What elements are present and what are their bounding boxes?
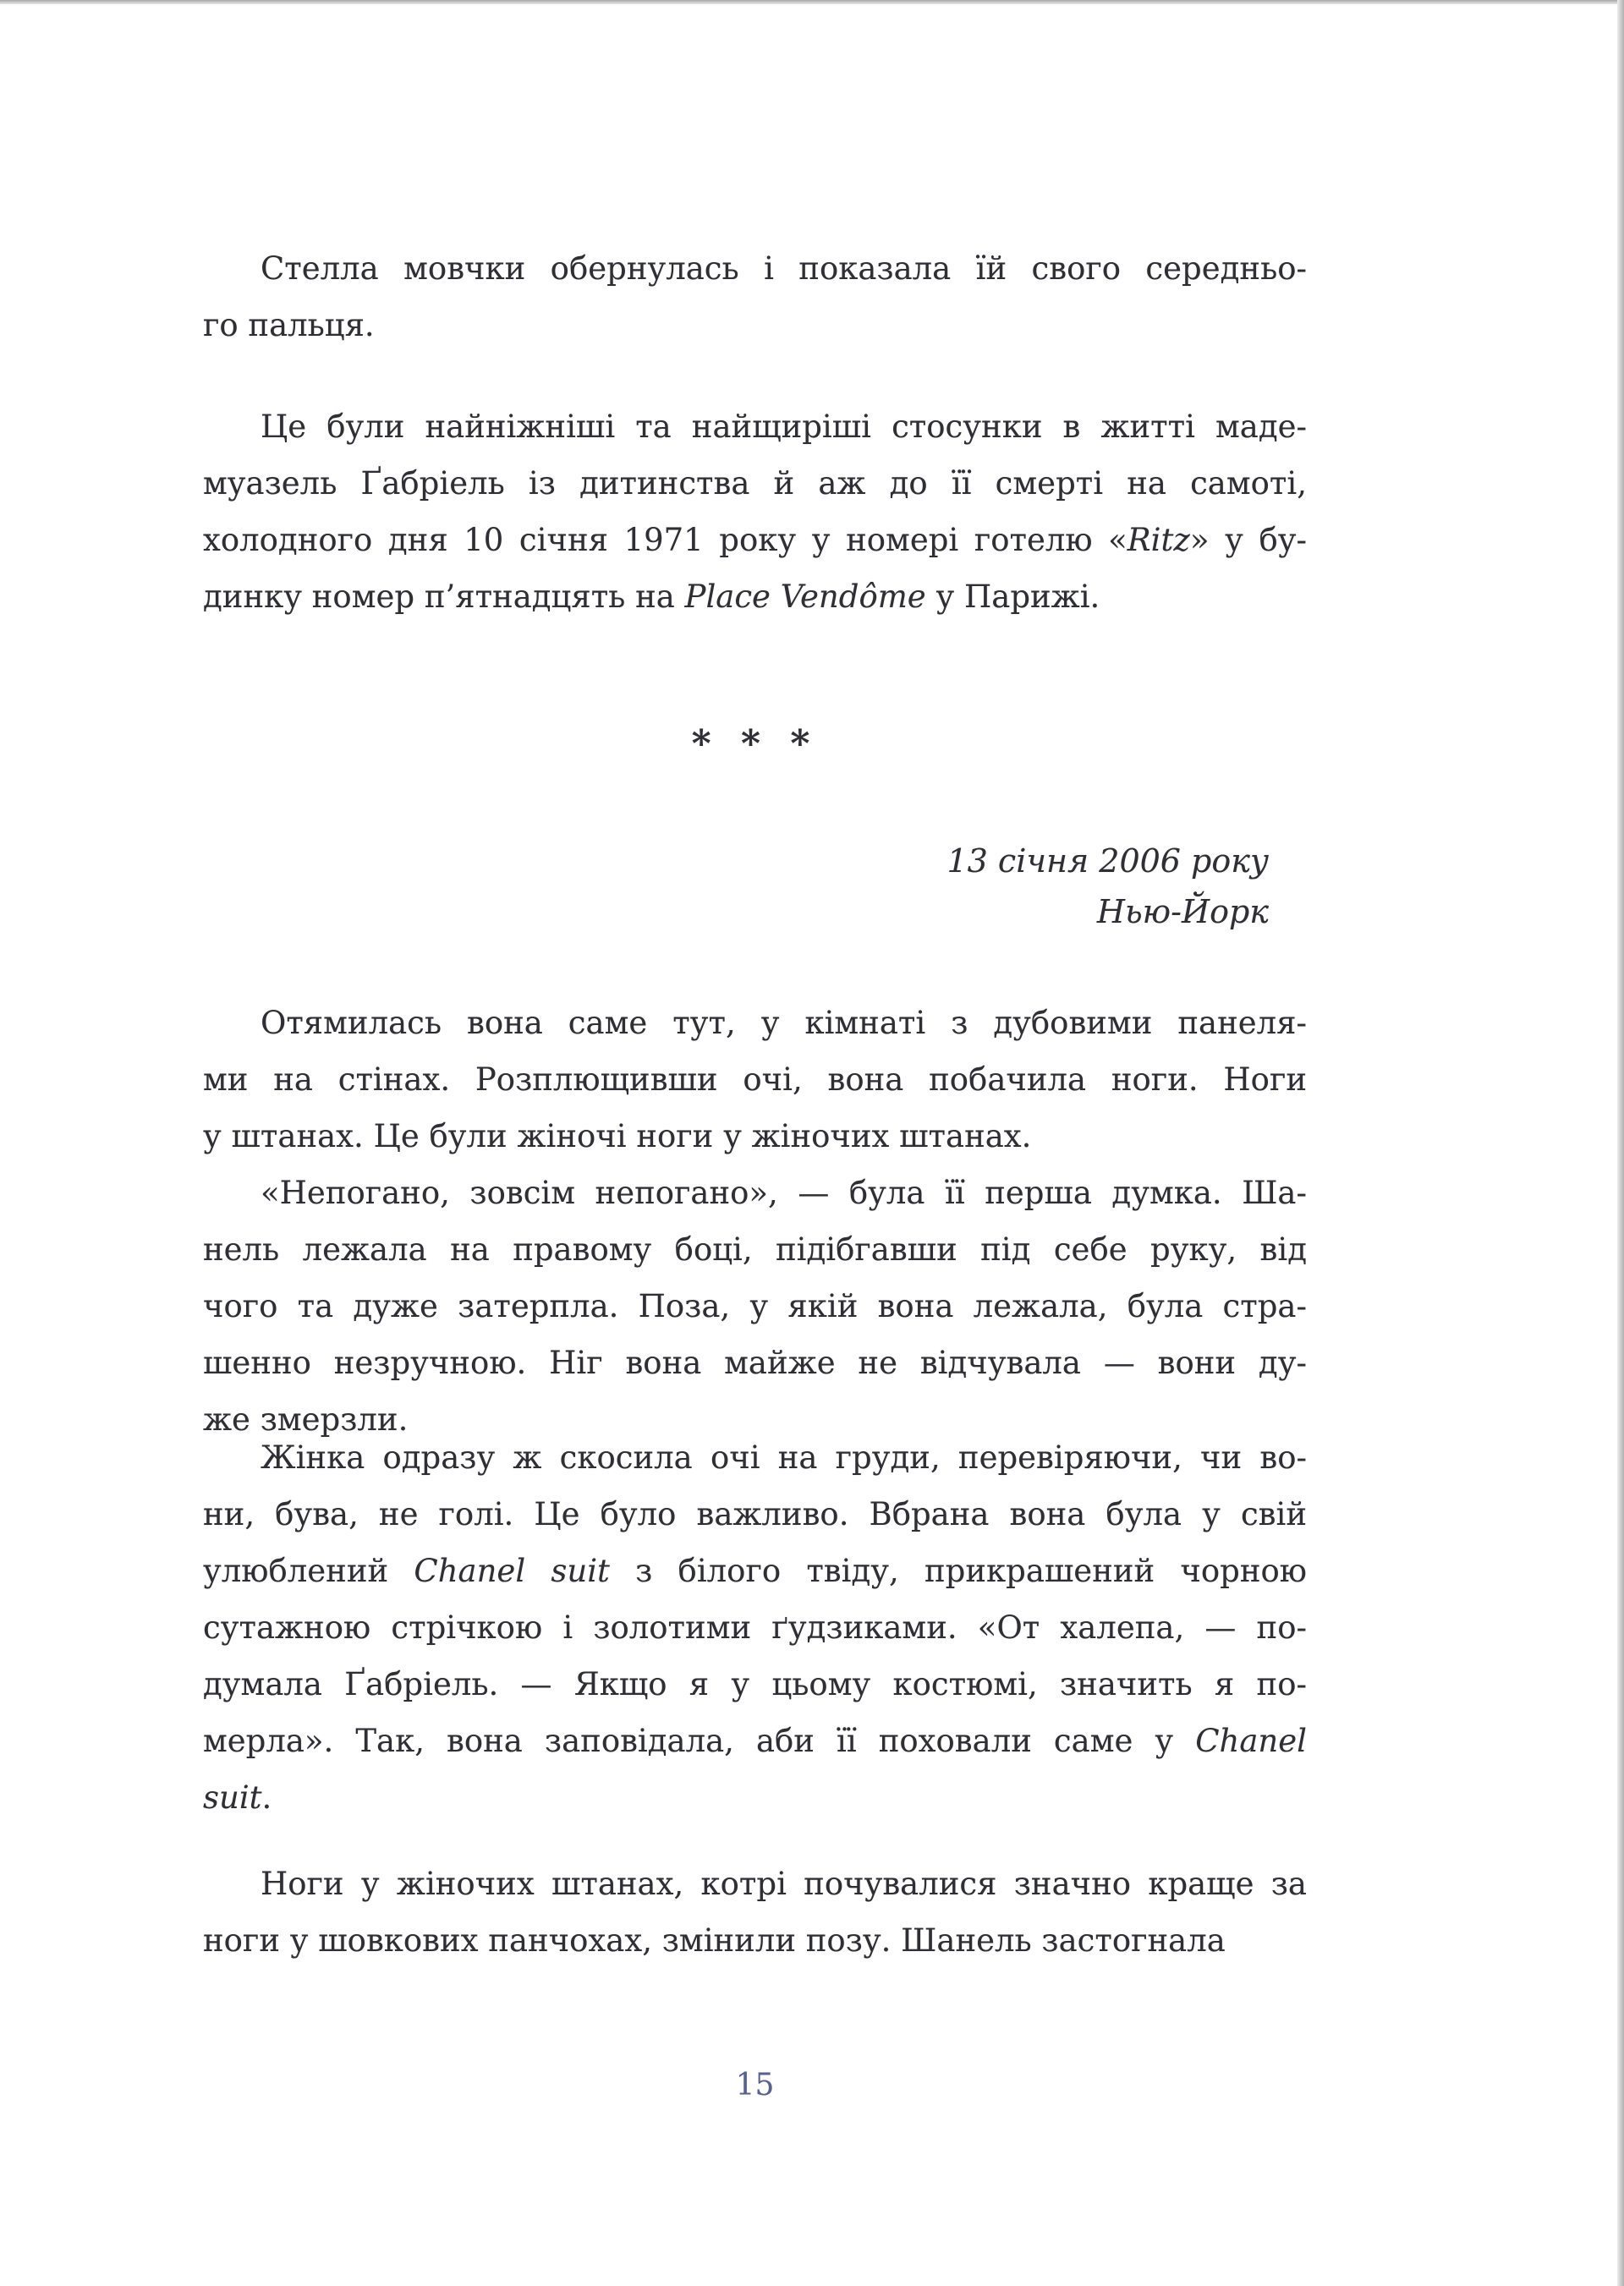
text-segment: мерла». Так, вона заповідала, аби її поховали саме у xyxy=(203,1723,1196,1759)
text-segment: Жінка одразу ж скосила очі на груди, перевіряючи, чи во- xyxy=(261,1439,1307,1476)
section-separator: * * * xyxy=(691,722,819,765)
text-line xyxy=(203,1769,1307,1826)
text-segment: ми на стінах. Розплющивши очі, вона побачила ноги. Ноги xyxy=(203,1061,1307,1098)
italic-text-segment: suit xyxy=(203,1779,262,1816)
text-segment: . xyxy=(261,1779,272,1816)
page-right-edge xyxy=(1617,0,1624,2286)
text-line xyxy=(203,1051,1307,1108)
dateline-date: 13 січня 2006 року xyxy=(946,842,1269,880)
text-segment: холодного дня 10 січня 1971 року у номері готелю « xyxy=(203,522,1127,558)
text-line xyxy=(203,1429,1307,1486)
text-line xyxy=(203,1486,1307,1543)
text-segment: ни, бува, не голі. Це було важливо. Вбрана вона була у свій xyxy=(203,1496,1307,1532)
dateline-city: Нью-Йорк xyxy=(1096,893,1269,930)
text-segment: го пальця. xyxy=(203,307,375,343)
text-line xyxy=(203,1912,1307,1969)
page-number: 15 xyxy=(735,2068,775,2102)
text-line xyxy=(203,995,1307,1051)
text-line xyxy=(203,455,1307,512)
italic-text-segment: Chanel xyxy=(1195,1723,1307,1759)
text-line xyxy=(203,240,1307,297)
text-line xyxy=(203,1713,1307,1769)
italic-text-segment: Chanel suit xyxy=(414,1553,610,1589)
italic-text-segment: Ritz xyxy=(1127,522,1190,558)
text-segment: ноги у шовкових панчохах, змінили позу. Шанель застогнала xyxy=(203,1922,1226,1959)
text-line xyxy=(203,1108,1307,1165)
text-line xyxy=(203,1856,1307,1912)
text-segment: Стелла мовчки обернулась і показала їй свого середньо- xyxy=(261,250,1307,287)
paragraph-awakening xyxy=(203,995,1307,1165)
paragraph-stella xyxy=(203,240,1307,354)
text-segment: муазель Ґабріель із дитинства й аж до її смерті на самоті, xyxy=(203,465,1307,502)
text-segment: Отямилась вона саме тут, у кімнаті з дубовими панеля- xyxy=(261,1005,1307,1041)
text-segment: Це були найніжніші та найщиріші стосунки в житті маде- xyxy=(261,408,1307,445)
text-line xyxy=(203,297,1307,354)
text-line xyxy=(203,398,1307,455)
text-line xyxy=(203,568,1307,625)
text-line xyxy=(203,1165,1307,1221)
text-segment: Ноги у жіночих штанах, котрі почувалися значно краще за xyxy=(261,1866,1307,1902)
text-line xyxy=(203,1335,1307,1391)
text-column xyxy=(203,0,1307,2286)
text-segment: у штанах. Це були жіночі ноги у жіночих штанах. xyxy=(203,1118,1032,1154)
paragraph-relationship xyxy=(203,398,1307,625)
text-segment: нель лежала на правому боці, підібгавши під себе руку, від xyxy=(203,1231,1307,1268)
dateline xyxy=(203,836,1307,937)
text-segment: же змерзли. xyxy=(203,1401,409,1438)
text-segment: «Непогано, зовсім непогано», — була її перша думка. Ша- xyxy=(261,1175,1307,1211)
text-segment: думала Ґабріель. — Якщо я у цьому костюмі, значить я по- xyxy=(203,1666,1307,1702)
paragraph-chanel-suit xyxy=(203,1429,1307,1826)
text-line xyxy=(203,1543,1307,1599)
paragraph-legs xyxy=(203,1856,1307,1969)
paragraph-not-bad xyxy=(203,1165,1307,1448)
text-line xyxy=(203,1221,1307,1278)
text-segment: сутажною стрічкою і золотими ґудзиками. «От халепа, — по- xyxy=(203,1609,1307,1646)
text-segment: улюблений xyxy=(203,1553,414,1589)
text-segment: шенно незручною. Ніг вона майже не відчувала — вони ду- xyxy=(203,1345,1307,1381)
text-segment: » у бу- xyxy=(1189,522,1307,558)
text-line xyxy=(203,512,1307,568)
italic-text-segment: Place Vendôme xyxy=(684,578,926,615)
text-line xyxy=(203,1278,1307,1335)
text-line xyxy=(203,1599,1307,1656)
text-segment: з білого твіду, прикрашений чорною xyxy=(609,1553,1307,1589)
text-segment: динку номер п’ятнадцять на xyxy=(203,578,685,615)
text-segment: у Парижі. xyxy=(925,578,1100,615)
text-line xyxy=(203,1656,1307,1713)
text-segment: чого та дуже затерпла. Поза, у якій вона лежала, була стра- xyxy=(203,1288,1307,1324)
